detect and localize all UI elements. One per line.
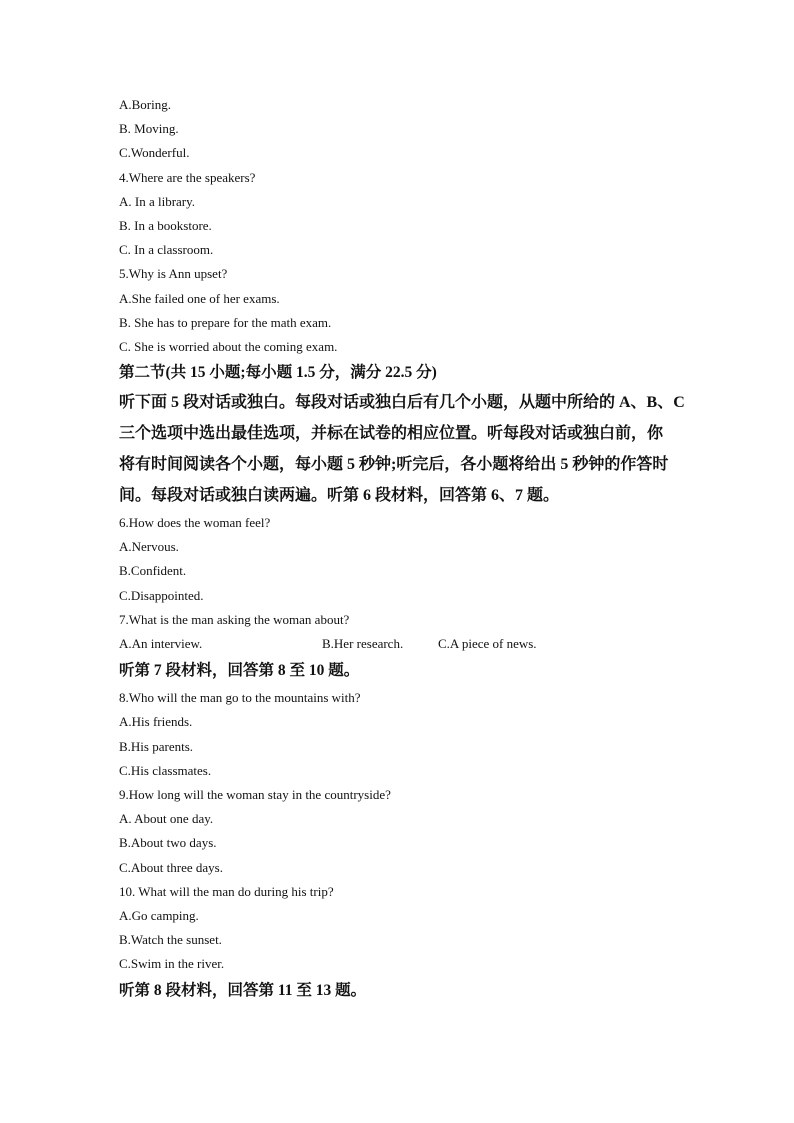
option-line: A.Go camping. (119, 907, 199, 923)
material-8-heading: 听第 8 段材料，回答第 11 至 13 题。 (119, 982, 367, 1000)
questions-8-10-block (119, 686, 699, 976)
option-b: B.Her research. (322, 636, 404, 651)
instruction-line: 三个选项中选出最佳选项，并标在试卷的相应位置。听每段对话或独白前，你 (119, 425, 664, 443)
document-page (119, 93, 699, 1006)
option-line: C.His classmates. (119, 762, 212, 778)
option-line: C.Wonderful. (119, 145, 190, 161)
option-line: C.Swim in the river. (119, 956, 225, 972)
questions-6-7-block (119, 511, 699, 656)
option-a: A.An interview. (119, 636, 203, 651)
option-line: A.His friends. (119, 714, 193, 730)
option-line: B.Watch the sunset. (119, 932, 222, 948)
question-line: 8.Who will the man go to the mountains with? (119, 690, 361, 706)
instruction-line: 间。每段对话或独白读两遍。听第 6 段材料，回答第 6、7 题。 (119, 487, 560, 505)
option-line: C. She is worried about the coming exam. (119, 338, 338, 354)
option-line: C. In a classroom. (119, 242, 214, 258)
question-line: 7.What is the man asking the woman about? (119, 611, 350, 627)
option-line: A. About one day. (119, 811, 214, 827)
question-line: 10. What will the man do during his trip? (119, 883, 334, 899)
option-line: A. In a library. (119, 193, 196, 209)
option-line: B.About two days. (119, 835, 217, 851)
option-line: B. In a bookstore. (119, 217, 212, 233)
instruction-line: 听下面 5 段对话或独白。每段对话或独白后有几个小题，从题中所给的 A、B、C (119, 394, 685, 412)
option-c: C.A piece of news. (438, 636, 537, 651)
option-line: A.She failed one of her exams. (119, 290, 280, 306)
question-line: 5.Why is Ann upset? (119, 266, 228, 282)
option-line: B. Moving. (119, 121, 179, 137)
option-line: A.Boring. (119, 97, 171, 112)
option-line: C.Disappointed. (119, 587, 204, 603)
question-line: 6.How does the woman feel? (119, 515, 271, 531)
question-line: 9.How long will the woman stay in the countryside? (119, 786, 391, 802)
material-7-heading: 听第 7 段材料，回答第 8 至 10 题。 (119, 662, 360, 680)
instruction-line: 将有时间阅读各个小题，每小题 5 秒钟;听完后，各小题将给出 5 秒钟的作答时 (119, 456, 669, 474)
option-line: C.About three days. (119, 859, 223, 875)
section-instructions (119, 387, 699, 511)
option-line: A.Nervous. (119, 539, 179, 555)
question-line: 4.Where are the speakers? (119, 169, 256, 185)
option-line: B.Confident. (119, 563, 187, 579)
option-line: B.His parents. (119, 738, 194, 754)
questions-3-5-block (119, 93, 699, 359)
section-heading: 第二节(共 15 小题;每小题 1.5 分，满分 22.5 分) (119, 364, 437, 382)
options-row (119, 632, 699, 656)
option-line: B. She has to prepare for the math exam. (119, 314, 332, 330)
